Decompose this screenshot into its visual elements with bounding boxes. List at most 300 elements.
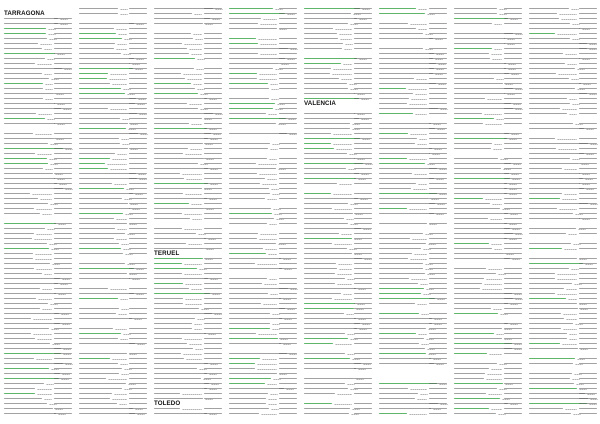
entry-name-line (379, 8, 416, 9)
entry-name-line (154, 218, 190, 219)
phone-number-line (129, 58, 147, 59)
dot-leader (436, 69, 444, 70)
dot-leader (214, 314, 222, 315)
phone-number-line (429, 153, 447, 154)
entry-name-line (529, 208, 557, 209)
dot-leader (205, 144, 213, 145)
dot-leader (574, 374, 582, 375)
phone-number-line (504, 138, 522, 139)
dot-leader (562, 344, 577, 345)
dot-leader (58, 294, 66, 295)
dot-leader (200, 164, 208, 165)
entry-name-line (529, 18, 559, 19)
dot-leader (50, 204, 58, 205)
dot-leader (117, 229, 127, 230)
dot-leader (198, 234, 206, 235)
phone-number-line (279, 283, 297, 284)
dot-leader (509, 224, 517, 225)
entry-name-line (304, 118, 359, 119)
dot-leader (409, 209, 427, 210)
phone-number-line (279, 373, 297, 374)
dot-leader (108, 379, 127, 380)
dot-leader (347, 334, 355, 335)
dot-leader (124, 39, 132, 40)
dot-leader (137, 414, 145, 415)
entry-name-line (79, 378, 106, 379)
dot-leader (136, 294, 144, 295)
entry-name-line (79, 398, 110, 399)
entry-name-line (379, 153, 430, 154)
entry-name-line (4, 63, 35, 64)
dot-leader (350, 204, 358, 205)
dot-leader (287, 309, 295, 310)
entry-name-line (229, 178, 265, 179)
dot-leader (507, 94, 515, 95)
dot-leader (362, 324, 370, 325)
entry-name-line (454, 23, 492, 24)
entry-name-line (79, 408, 133, 409)
phone-number-line (579, 203, 597, 204)
dot-leader (365, 164, 373, 165)
entry-name-line (454, 413, 496, 414)
dot-leader (114, 394, 127, 395)
entry-name-line (229, 388, 284, 389)
dot-leader (493, 149, 502, 150)
phone-number-line (354, 13, 372, 14)
dot-leader (275, 69, 283, 70)
entry-name-line (79, 83, 110, 84)
phone-number-line (429, 83, 447, 84)
phone-number-line (354, 328, 372, 329)
phone-number-line (429, 353, 447, 354)
dot-leader (571, 79, 579, 80)
entry-name-line (304, 228, 361, 229)
dot-leader (290, 289, 298, 290)
phone-number-line (54, 248, 72, 249)
phone-number-line (579, 243, 597, 244)
dot-leader (569, 114, 577, 115)
phone-number-line (579, 303, 597, 304)
entry-name-line (4, 233, 34, 234)
entry-name-line (379, 23, 408, 24)
dot-leader (433, 359, 441, 360)
dot-leader (206, 249, 214, 250)
entry-name-line (79, 33, 116, 34)
dot-leader (32, 194, 52, 195)
entry-name-line (229, 148, 268, 149)
phone-number-line (54, 123, 72, 124)
entry-name-line (154, 133, 211, 134)
dot-leader (567, 64, 577, 65)
entry-name-line (379, 173, 412, 174)
entry-name-line (379, 303, 415, 304)
phone-number-line (429, 128, 447, 129)
entry-name-line (529, 273, 555, 274)
phone-number-line (504, 63, 522, 64)
phone-number-line (129, 123, 147, 124)
entry-name-line (4, 353, 61, 354)
dot-leader (586, 129, 594, 130)
entry-name-line (529, 38, 570, 39)
dot-leader (49, 39, 57, 40)
phone-number-line (504, 178, 522, 179)
dot-leader (499, 9, 507, 10)
phone-number-line (204, 388, 222, 389)
entry-name-line (229, 283, 262, 284)
entry-name-line (154, 408, 180, 409)
entry-name-line (304, 193, 331, 194)
dot-leader (363, 364, 371, 365)
phone-number-line (504, 278, 522, 279)
dot-leader (575, 124, 583, 125)
dot-leader (509, 239, 517, 240)
dot-leader (203, 379, 211, 380)
entry-name-line (229, 403, 266, 404)
entry-name-line (379, 333, 416, 334)
dot-leader (573, 414, 581, 415)
dot-leader (586, 154, 594, 155)
entry-name-line (379, 388, 408, 389)
entry-name-line (79, 298, 118, 299)
phone-number-line (504, 148, 522, 149)
entry-name-line (4, 383, 44, 384)
entry-name-line (304, 173, 359, 174)
entry-name-line (154, 203, 189, 204)
dot-leader (361, 99, 369, 100)
phone-number-line (579, 93, 597, 94)
dot-leader (425, 264, 433, 265)
dot-leader (184, 44, 202, 45)
phone-number-line (504, 288, 522, 289)
dot-leader (361, 119, 369, 120)
dot-leader (563, 314, 577, 315)
dot-leader (571, 9, 579, 10)
entry-name-line (529, 358, 575, 359)
phone-number-line (204, 148, 222, 149)
entry-name-line (529, 323, 573, 324)
dot-leader (280, 339, 288, 340)
phone-number-line (129, 128, 147, 129)
phone-number-line (429, 168, 447, 169)
phone-number-line (279, 38, 297, 39)
entry-name-line (454, 148, 491, 149)
phone-number-line (354, 248, 372, 249)
dot-leader (362, 9, 370, 10)
dot-leader (421, 314, 429, 315)
dot-leader (209, 414, 217, 415)
dot-leader (138, 99, 146, 100)
dot-leader (334, 404, 352, 405)
phone-number-line (279, 123, 297, 124)
phone-number-line (54, 263, 72, 264)
phone-number-line (429, 203, 447, 204)
dot-leader (211, 384, 219, 385)
dot-leader (498, 414, 506, 415)
phone-number-line (579, 398, 597, 399)
phone-number-line (429, 288, 447, 289)
dot-leader (500, 159, 508, 160)
phone-number-line (504, 103, 522, 104)
dot-leader (579, 259, 587, 260)
entry-name-line (454, 288, 480, 289)
phone-number-line (354, 133, 372, 134)
dot-leader (186, 359, 202, 360)
dot-leader (134, 319, 142, 320)
entry-name-line (4, 243, 47, 244)
entry-name-line (4, 283, 58, 284)
phone-number-line (279, 268, 297, 269)
entry-name-line (154, 343, 187, 344)
entry-name-line (4, 23, 58, 24)
entry-name-line (529, 98, 567, 99)
entry-name-line (4, 118, 45, 119)
entry-name-line (379, 28, 416, 29)
phone-number-line (279, 188, 297, 189)
phone-number-line (129, 113, 147, 114)
phone-number-line (354, 178, 372, 179)
dot-leader (35, 134, 52, 135)
dot-leader (363, 229, 371, 230)
entry-name-line (454, 103, 511, 104)
dot-leader (120, 339, 128, 340)
entry-name-line (79, 28, 114, 29)
dot-leader (273, 209, 281, 210)
dot-leader (209, 199, 217, 200)
dot-leader (50, 304, 58, 305)
entry-name-line (154, 263, 182, 264)
entry-name-line (4, 163, 48, 164)
entry-name-line (379, 38, 433, 39)
phone-number-line (429, 253, 447, 254)
phone-number-line (129, 368, 147, 369)
entry-name-line (529, 288, 564, 289)
dot-leader (183, 74, 202, 75)
entry-name-line (79, 53, 121, 54)
dot-leader (51, 369, 59, 370)
phone-number-line (504, 253, 522, 254)
entry-name-line (79, 263, 125, 264)
entry-name-line (229, 298, 281, 299)
entry-name-line (304, 353, 345, 354)
phone-number-line (579, 103, 597, 104)
entry-name-line (229, 218, 274, 219)
dot-leader (56, 139, 64, 140)
dot-leader (38, 299, 52, 300)
phone-number-line (279, 318, 297, 319)
phone-number-line (579, 378, 597, 379)
dot-leader (123, 89, 131, 90)
dot-leader (572, 159, 580, 160)
entry-name-line (454, 398, 500, 399)
entry-name-line (529, 193, 562, 194)
phone-number-line (54, 138, 72, 139)
phone-number-line (429, 358, 447, 359)
dot-leader (123, 334, 131, 335)
phone-number-line (504, 308, 522, 309)
dot-leader (286, 389, 294, 390)
entry-name-line (4, 58, 45, 59)
entry-name-line (454, 118, 494, 119)
phone-number-line (579, 143, 597, 144)
entry-name-line (4, 213, 40, 214)
dot-leader (205, 399, 213, 400)
entry-name-line (304, 98, 359, 99)
entry-name-line (154, 78, 185, 79)
dot-leader (50, 164, 58, 165)
entry-name-line (454, 383, 503, 384)
entry-name-line (529, 123, 573, 124)
phone-number-line (204, 183, 222, 184)
dot-leader (57, 54, 65, 55)
entry-name-line (529, 173, 580, 174)
dot-leader (62, 374, 70, 375)
entry-name-line (304, 273, 335, 274)
phone-number-line (354, 393, 372, 394)
dot-leader (482, 289, 502, 290)
dot-leader (358, 289, 366, 290)
dot-leader (510, 19, 518, 20)
dot-leader (49, 159, 57, 160)
entry-name-line (529, 258, 577, 259)
dot-leader (37, 389, 52, 390)
phone-number-line (204, 163, 222, 164)
phone-number-line (354, 33, 372, 34)
dot-leader (349, 84, 357, 85)
phone-number-line (279, 58, 297, 59)
entry-name-line (379, 363, 434, 364)
dot-leader (116, 239, 127, 240)
dot-leader (512, 179, 520, 180)
dot-leader (61, 379, 69, 380)
dot-leader (358, 369, 366, 370)
dot-leader (37, 64, 52, 65)
phone-number-line (579, 333, 597, 334)
entry-name-line (79, 313, 116, 314)
entry-name-line (4, 268, 34, 269)
entry-name-line (304, 168, 346, 169)
entry-name-line (379, 253, 412, 254)
dot-leader (287, 59, 295, 60)
entry-name-line (154, 208, 204, 209)
dot-leader (410, 259, 427, 260)
dot-leader (55, 409, 63, 410)
entry-name-line (79, 243, 119, 244)
dot-leader (409, 104, 427, 105)
dot-leader (186, 179, 202, 180)
dot-leader (210, 139, 218, 140)
phone-number-line (504, 93, 522, 94)
dot-leader (515, 109, 523, 110)
phone-number-line (279, 183, 297, 184)
phone-number-line (354, 8, 372, 9)
dot-leader (272, 144, 280, 145)
entry-name-line (454, 68, 506, 69)
phone-number-line (279, 223, 297, 224)
phone-number-line (204, 233, 222, 234)
entry-name-line (79, 238, 114, 239)
phone-number-line (579, 73, 597, 74)
phone-number-line (429, 148, 447, 149)
phone-number-line (579, 213, 597, 214)
phone-number-line (429, 98, 447, 99)
phone-number-line (579, 128, 597, 129)
dot-leader (491, 54, 502, 55)
dot-leader (492, 59, 502, 60)
entry-name-line (454, 283, 482, 284)
phone-number-line (354, 233, 372, 234)
dot-leader (119, 404, 127, 405)
phone-number-line (279, 53, 297, 54)
entry-name-line (304, 143, 331, 144)
dot-leader (514, 349, 522, 350)
dot-leader (510, 304, 518, 305)
dot-leader (212, 19, 220, 20)
phone-number-line (129, 293, 147, 294)
phone-number-line (279, 313, 297, 314)
phone-number-line (54, 208, 72, 209)
phone-number-line (429, 113, 447, 114)
dot-leader (564, 194, 577, 195)
phone-number-line (279, 263, 297, 264)
entry-name-line (454, 238, 507, 239)
entry-name-line (454, 78, 494, 79)
entry-name-line (4, 373, 60, 374)
dot-leader (491, 409, 502, 410)
dot-leader (269, 159, 277, 160)
entry-name-line (379, 278, 409, 279)
dot-leader (427, 14, 435, 15)
phone-number-line (504, 378, 522, 379)
entry-name-line (454, 243, 489, 244)
entry-name-line (154, 358, 184, 359)
phone-number-line (54, 348, 72, 349)
phone-number-line (354, 413, 372, 414)
dot-leader (135, 409, 143, 410)
phone-number-line (429, 48, 447, 49)
phone-number-line (354, 318, 372, 319)
entry-name-line (304, 403, 332, 404)
entry-name-line (4, 408, 53, 409)
entry-name-line (229, 8, 273, 9)
phone-number-line (129, 168, 147, 169)
phone-number-line (129, 288, 147, 289)
phone-number-line (129, 103, 147, 104)
entry-name-line (4, 258, 33, 259)
dot-leader (110, 109, 127, 110)
dot-leader (210, 364, 218, 365)
entry-name-line (529, 233, 566, 234)
phone-number-line (204, 128, 222, 129)
entry-name-line (529, 303, 577, 304)
dot-leader (434, 149, 442, 150)
entry-name-line (454, 63, 506, 64)
phone-number-line (354, 358, 372, 359)
dot-leader (140, 134, 148, 135)
dot-leader (361, 174, 369, 175)
phone-number-line (204, 408, 222, 409)
phone-number-line (429, 383, 447, 384)
dot-leader (359, 59, 367, 60)
phone-number-line (354, 238, 372, 239)
dot-leader (192, 219, 202, 220)
phone-number-line (54, 388, 72, 389)
phone-number-line (204, 38, 222, 39)
dot-leader (118, 314, 127, 315)
phone-number-line (354, 308, 372, 309)
entry-name-line (154, 173, 180, 174)
entry-name-line (454, 353, 487, 354)
dot-leader (137, 344, 145, 345)
